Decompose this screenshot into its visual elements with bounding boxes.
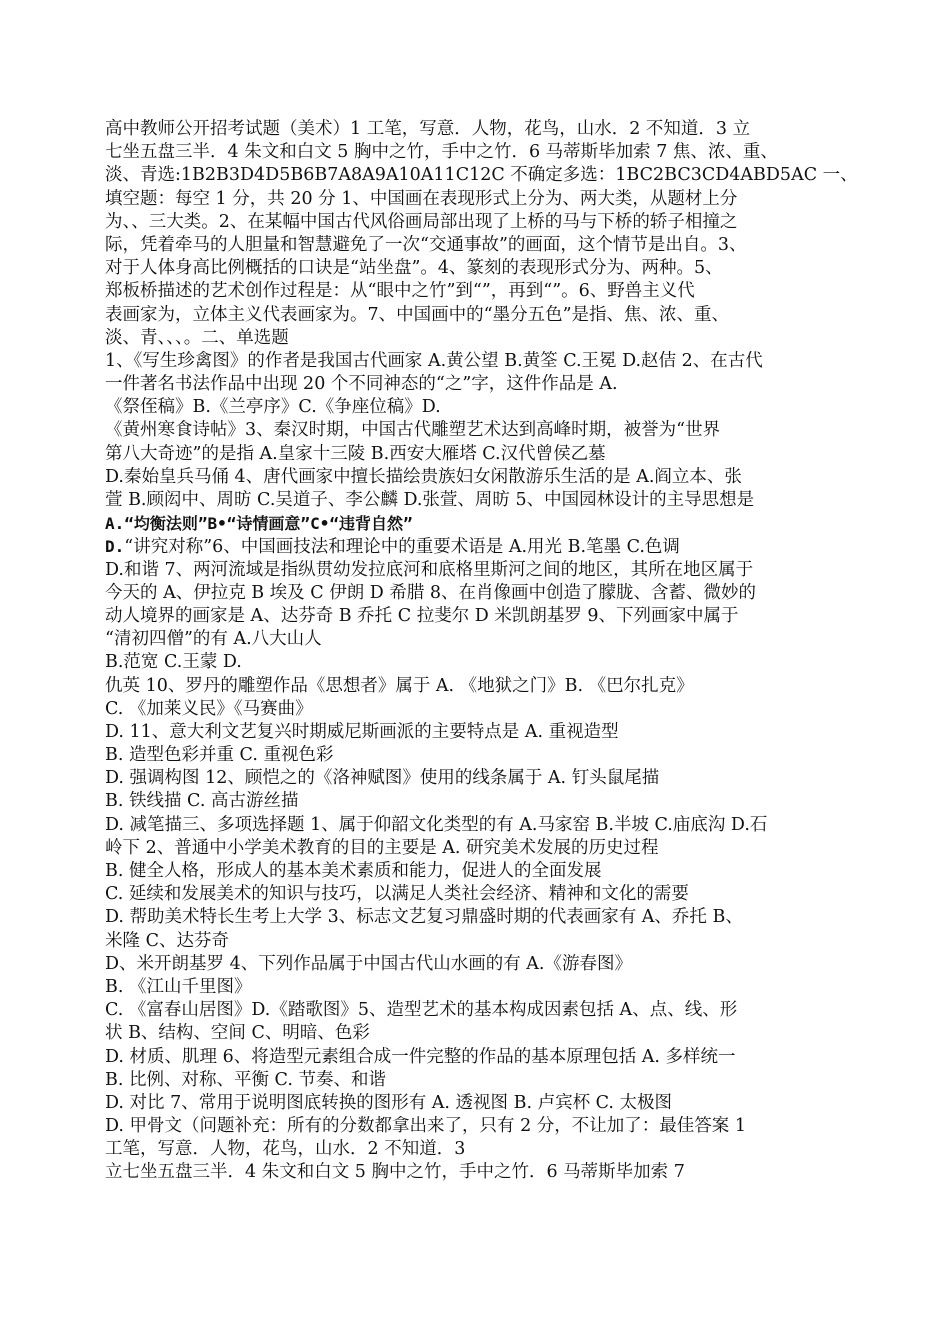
text-line: D. 11、意大利文艺复兴时期威尼斯画派的主要特点是 A. 重视造型 — [105, 721, 619, 742]
text-line: 一件著名书法作品中出现 20 个不同神态的“之”字，这件作品是 A. — [105, 374, 618, 395]
text-line: 动人境界的画家是 A、达芬奇 B 乔托 C 拉斐尔 D 米凯朗基罗 9、下列画家中属于 — [105, 605, 739, 626]
text-line: B. 铁线描 C. 高古游丝描 — [105, 791, 299, 812]
text-line: D. 强调构图 12、顾恺之的《洛神赋图》使用的线条属于 A. 钉头鼠尾描 — [105, 768, 660, 789]
text-line: C. 延续和发展美术的知识与技巧，以满足人类社会经济、精神和文化的需要 — [105, 884, 689, 905]
text-line: B. 《江山千里图》 — [105, 976, 252, 997]
text-line: B. 健全人格，形成人的基本美术素质和能力，促进人的全面发展 — [105, 861, 602, 881]
text-line: D. 对比 7、常用于说明图底转换的图形有 A. 透视图 B. 卢宾杯 C. 太极图 — [105, 1092, 673, 1113]
text-line: D、米开朗基罗 4、下列作品属于中国古代山水画的有 A.《游春图》 — [105, 953, 632, 974]
text-line: B. 比例、对称、平衡 C. 节奏、和谐 — [105, 1069, 386, 1090]
text-line: 七坐五盘三半．4 朱文和白文 5 胸中之竹，手中之竹．6 马蒂斯毕加索 7 焦、浓、重、 — [105, 142, 778, 163]
text-line: 高中教师公开招考试题（美术）1 工笔，写意．人物，花鸟，山水．2 不知道．3 立 — [105, 119, 751, 139]
text-line: 今天的 A、伊拉克 B 埃及 C 伊朗 D 希腊 8、在肖像画中创造了朦胧、含蓄、微妙的 — [105, 582, 757, 603]
text-line: 郑板桥描述的艺术创作过程是：从“眼中之竹”到“”，再到“”。6、野兽主义代 — [105, 281, 695, 302]
text-line: 1、《写生珍禽图》的作者是我国古代画家 A.黄公望 B.黄筌 C.王冕 D.赵佶 2、在古代 — [105, 350, 763, 371]
text-line: 填空题：每空 1 分，共 20 分 1、中国画在表现形式上分为、两大类，从题材上分 — [105, 188, 738, 209]
text-line: 第八大奇迹”的是指 A.皇家十三陵 B.西安大雁塔 C.汉代曾侯乙墓 — [105, 443, 606, 464]
text-line: 为、、三大类。2、在某幅中国古代风俗画局部出现了上桥的马与下桥的轿子相撞之 — [105, 211, 738, 232]
text-line: D. 减笔描三、多项选择题 1、属于仰韶文化类型的有 A.马家窑 B.半坡 C.庙底沟 D.石 — [105, 814, 768, 835]
text-line: 立七坐五盘三半．4 朱文和白文 5 胸中之竹，手中之竹．6 马蒂斯毕加索 7 — [105, 1162, 685, 1183]
text-line: D. 帮助美术特长生考上大学 3、标志文艺复习鼎盛时期的代表画家有 A、乔托 B、 — [105, 907, 743, 928]
text-line — [105, 535, 857, 558]
document-body — [105, 118, 857, 1185]
text-line: 米隆 C、达芬奇 — [105, 930, 229, 951]
text-line: C. 《富春山居图》D.《踏歌图》5、造型艺术的基本构成因素包括 A、点、线、形 — [105, 1000, 738, 1021]
text-line: 对于人体身高比例概括的口诀是“站坐盘”。4、篆刻的表现形式分为、两种。5、 — [105, 258, 723, 279]
text-line: 际，凭着牵马的人胆量和智慧避免了一次“交通事故”的画面，这个情节是出自。3、 — [105, 234, 747, 255]
text-line: 工笔，写意．人物，花鸟，山水．2 不知道．3 — [105, 1139, 466, 1160]
text-line: 《黄州寒食诗帖》3、秦汉时期，中国古代雕塑艺术达到高峰时期，被誉为“世界 — [105, 420, 721, 441]
text-line: 淡、青选:1B2B3D4D5B6B7A8A9A10A11C12C 不确定多选：1BC2BC3CD4ABD5AC 一、 — [105, 165, 858, 186]
text-line: D.秦始皇兵马俑 4、唐代画家中擅长描绘贵族妇女闲散游乐生活的是 A.阎立本、张 — [105, 466, 742, 487]
text-span: “讲究对称”6、中国画技法和理论中的重要术语是 A.用光 B.笔墨 C.色调 — [124, 537, 680, 558]
text-line: 淡、青、、、。二、单选题 — [105, 327, 289, 348]
text-line: 仇英 10、罗丹的雕塑作品《思想者》属于 A. 《地狱之门》B. 《巴尔扎克》 — [105, 675, 694, 696]
text-line: 《祭侄稿》B.《兰亭序》C.《争座位稿》D. — [105, 397, 441, 418]
text-line: D. 甲骨文（问题补充：所有的分数都拿出来了，只有 2 分，不让加了：最佳答案 1 — [105, 1116, 746, 1137]
text-line: D.和谐 7、两河流域是指纵贯幼发拉底河和底格里斯河之间的地区，其所在地区属于 — [105, 559, 754, 580]
text-line: 表画家为，立体主义代表画家为。7、中国画中的“墨分五色”是指、焦、浓、重、 — [105, 304, 730, 325]
text-line: D. 材质、肌理 6、将造型元素组合成一件完整的作品的基本原理包括 A. 多样统一 — [105, 1046, 736, 1067]
text-line: “清初四僧”的有 A.八大山人 — [105, 629, 322, 650]
text-line: C. 《加莱义民》《马赛曲》 — [105, 698, 313, 719]
text-line: B.范宽 C.王蒙 D. — [105, 652, 242, 673]
text-line: 萱 B.顾闳中、周昉 C.吴道子、李公麟 D.张萱、周昉 5、中国园林设计的主导思想是 — [105, 490, 755, 510]
text-span-bold: D. — [105, 537, 125, 557]
text-line-bold: A.“均衡法则”B•“诗情画意”C•“违背自然” — [105, 514, 413, 534]
text-line: B. 造型色彩并重 C. 重视色彩 — [105, 745, 334, 766]
text-line: 岭下 2、普通中小学美术教育的目的主要是 A. 研究美术发展的历史过程 — [105, 837, 659, 858]
text-line: 状 B、结构、空间 C、明暗、色彩 — [105, 1023, 370, 1044]
